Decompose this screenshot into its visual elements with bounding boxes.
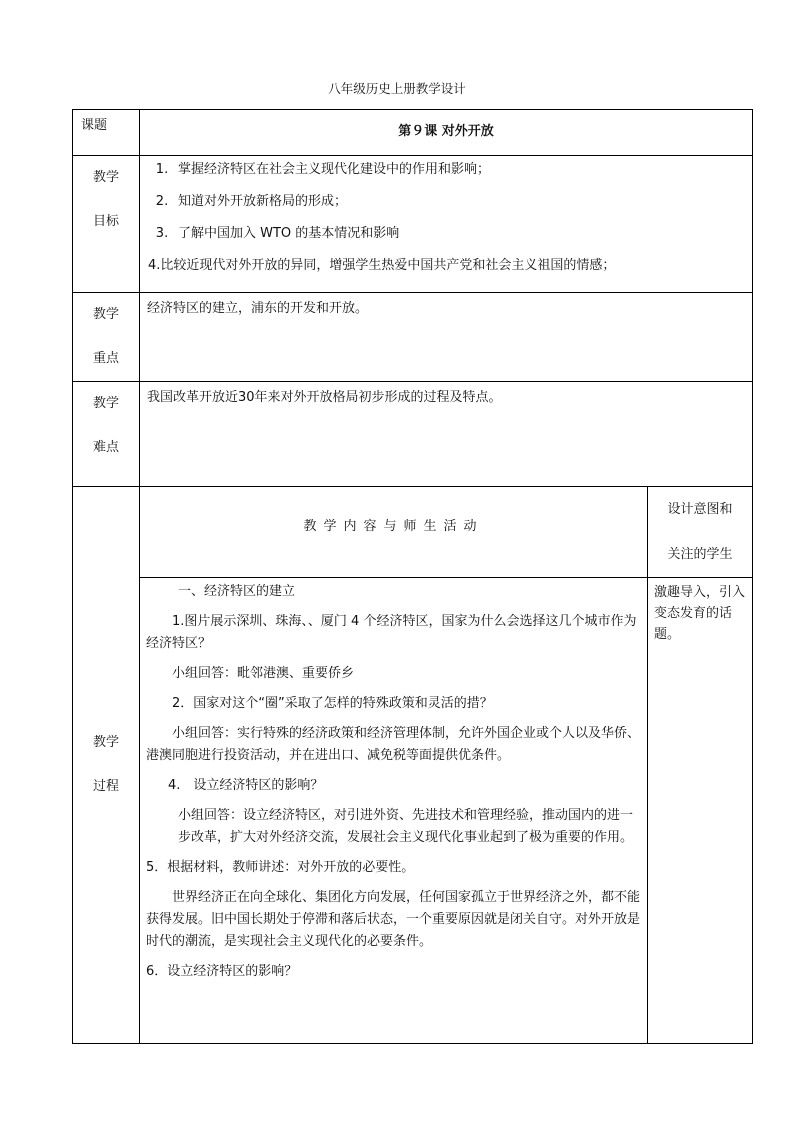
process-content xyxy=(140,578,648,1044)
goals-content xyxy=(140,156,753,293)
design-header xyxy=(648,487,753,578)
design-header-line-2: 关注的学生 xyxy=(667,547,733,562)
process-label xyxy=(73,487,140,1044)
process-header-row xyxy=(73,487,753,578)
goal-number: 3. xyxy=(155,226,169,241)
key-points-label-line-1: 教学 xyxy=(92,307,119,322)
lesson-title: 第９课 对外开放 xyxy=(140,110,753,156)
goal-number: 1. xyxy=(155,162,169,177)
goals-label-line-2: 目标 xyxy=(92,214,119,229)
difficulties-label-line-2: 难点 xyxy=(92,440,119,455)
goal-item xyxy=(140,192,752,212)
paragraph: 4. 设立经济特区的影响？ xyxy=(168,778,324,793)
paragraph: 小组回答：设立经济特区，对引进外资、先进技术和管理经验，推动国内的进一步改革，扩大对外经济交流，发展社会主义现代化事业起到了极为重要的作用。 xyxy=(178,808,634,845)
difficulties-label xyxy=(73,382,140,487)
goal-item xyxy=(140,224,752,244)
paragraph: 世界经济正在向全球化、集团化方向发展，任何国家孤立于世界经济之外，都不能获得发展。旧中国长期处于停滞和落后状态，一个重要原因就是闭关自守。对外开放是时代的潮流，是实现社会主义现代化的必要条件。 xyxy=(146,890,641,949)
key-points-label-line-2: 重点 xyxy=(92,351,119,366)
design-header-line-1: 设计意图和 xyxy=(667,502,733,517)
design-note: 激趣导入，引入变态发育的话题。 xyxy=(648,578,753,1044)
section-heading: 一、经济特区的建立 xyxy=(178,584,296,599)
goals-row xyxy=(73,156,753,293)
goals-label-line-1: 教学 xyxy=(92,170,119,185)
topic-row xyxy=(73,110,753,156)
goal-item-4: 4.比较近现代对外开放的异同，增强学生热爱中国共产党和社会主义祖国的情感； xyxy=(148,258,616,273)
process-label-line-1: 教学 xyxy=(92,735,119,750)
goal-item xyxy=(140,160,752,180)
difficulties-row xyxy=(73,382,753,487)
process-label-line-2: 过程 xyxy=(92,779,119,794)
goal-text: 掌握经济特区在社会主义现代化建设中的作用和影响； xyxy=(178,162,491,177)
paragraph: 1.图片展示深圳、珠海、、厦门 4 个经济特区，国家为什么会选择这几个城市作为经济特区？ xyxy=(146,614,637,651)
paragraph: 小组回答：毗邻港澳、重要侨乡 xyxy=(172,666,355,681)
topic-label: 课题 xyxy=(73,110,140,156)
document-title: 八年级历史上册教学设计 xyxy=(328,81,466,96)
lesson-plan-table xyxy=(72,109,753,1044)
process-body-row xyxy=(73,578,753,1044)
key-points-row xyxy=(73,293,753,382)
goals-label xyxy=(73,156,140,293)
goal-text: 了解中国加入 WTO 的基本情况和影响 xyxy=(178,226,400,241)
key-points-label xyxy=(73,293,140,382)
goal-text: 知道对外开放新格局的形成； xyxy=(178,194,348,209)
difficulties-label-line-1: 教学 xyxy=(92,396,119,411)
key-points-text: 经济特区的建立，浦东的开发和开放。 xyxy=(140,293,753,382)
content-header: 教学内容与师生活动 xyxy=(140,487,648,578)
difficulties-text: 我国改革开放近30年来对外开放格局初步形成的过程及特点。 xyxy=(140,382,753,487)
paragraph: 5．根据材料，教师讲述：对外开放的必要性。 xyxy=(146,860,415,875)
paragraph: 2．国家对这个“圈”采取了怎样的特殊政策和灵活的措？ xyxy=(172,696,493,711)
goal-number: 2. xyxy=(155,194,169,209)
paragraph: 小组回答：实行特殊的经济政策和经济管理体制，允许外国企业或个人以及华侨、港澳同胞进行投资活动，并在进出口、减免税等面提供优条件。 xyxy=(146,726,641,763)
paragraph: 6．设立经济特区的影响？ xyxy=(146,964,298,979)
